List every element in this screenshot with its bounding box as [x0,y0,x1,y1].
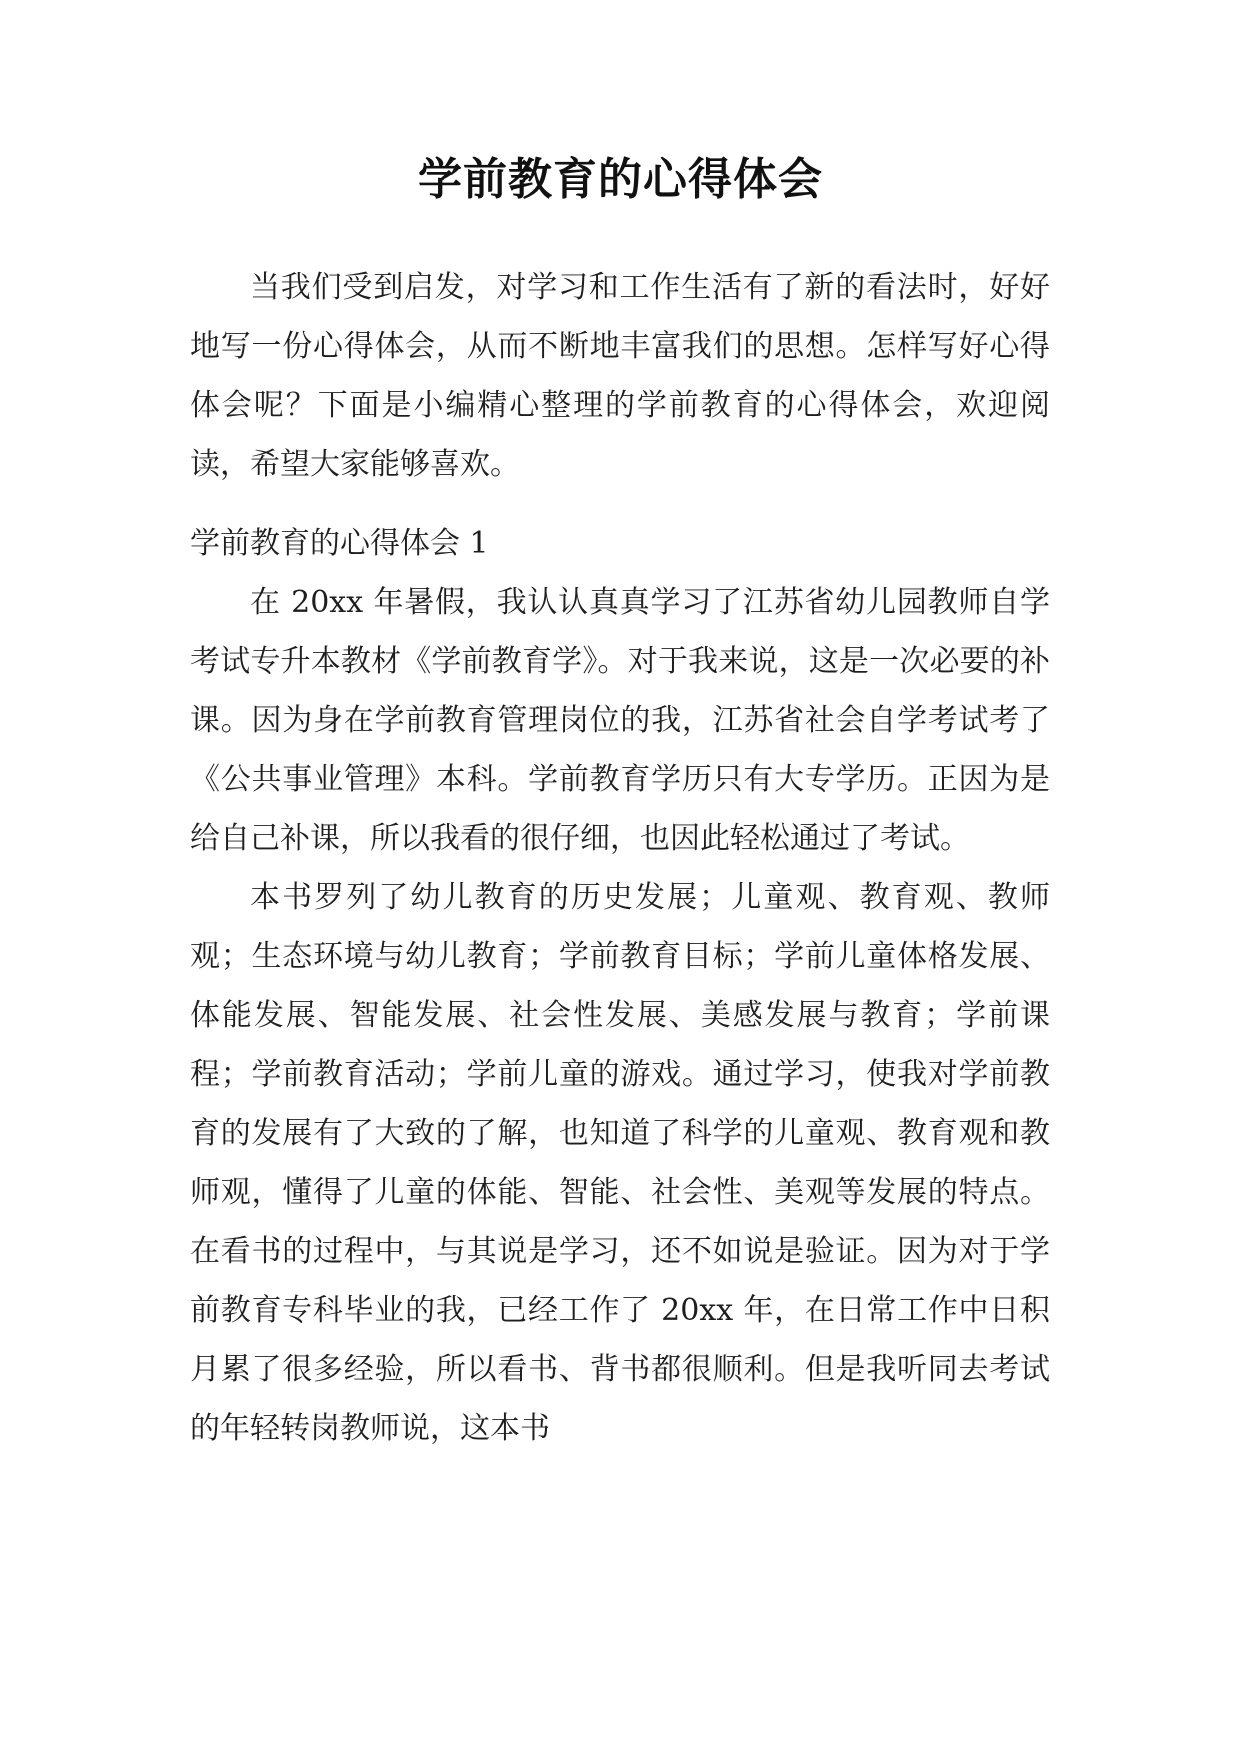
section-paragraph-1: 在 20xx 年暑假，我认认真真学习了江苏省幼儿园教师自学考试专升本教材《学前教育学》。对于我来说，这是一次必要的补课。因为身在学前教育管理岗位的我，江苏省社会自学考试考了《公共事业管理》本科。学前教育学历只有大专学历。正因为是给自己补课，所以我看的很仔细，也因此轻松通过了考试。 [190,585,1050,856]
intro-block [190,258,1050,494]
section-title: 学前教育的心得体会 1 [190,526,489,561]
section-1 [190,514,1050,1458]
intro-paragraph: 当我们受到启发，对学习和工作生活有了新的看法时，好好地写一份心得体会，从而不断地丰富我们的思想。怎样写好心得体会呢？下面是小编精心整理的学前教育的心得体会，欢迎阅读，希望大家能够喜欢。 [190,270,1050,482]
document-title: 学前教育的心得体会 [418,154,823,205]
section-paragraph-2: 本书罗列了幼儿教育的历史发展；儿童观、教育观、教师观；生态环境与幼儿教育；学前教育目标；学前儿童体格发展、体能发展、智能发展、社会性发展、美感发展与教育；学前课程；学前教育活动；学前儿童的游戏。通过学习，使我对学前教育的发展有了大致的了解，也知道了科学的儿童观、教育观和教师观，懂得了儿童的体能、智能、社会性、美观等发展的特点。在看书的过程中，与其说是学习，还不如说是验证。因为对于学前教育专科毕业的我，已经工作了 20xx 年，在日常工作中日积月累了很多经验，所以看书、背书都很顺利。但是我听同去考试的年轻转岗教师说，这本书 [190,880,1050,1446]
